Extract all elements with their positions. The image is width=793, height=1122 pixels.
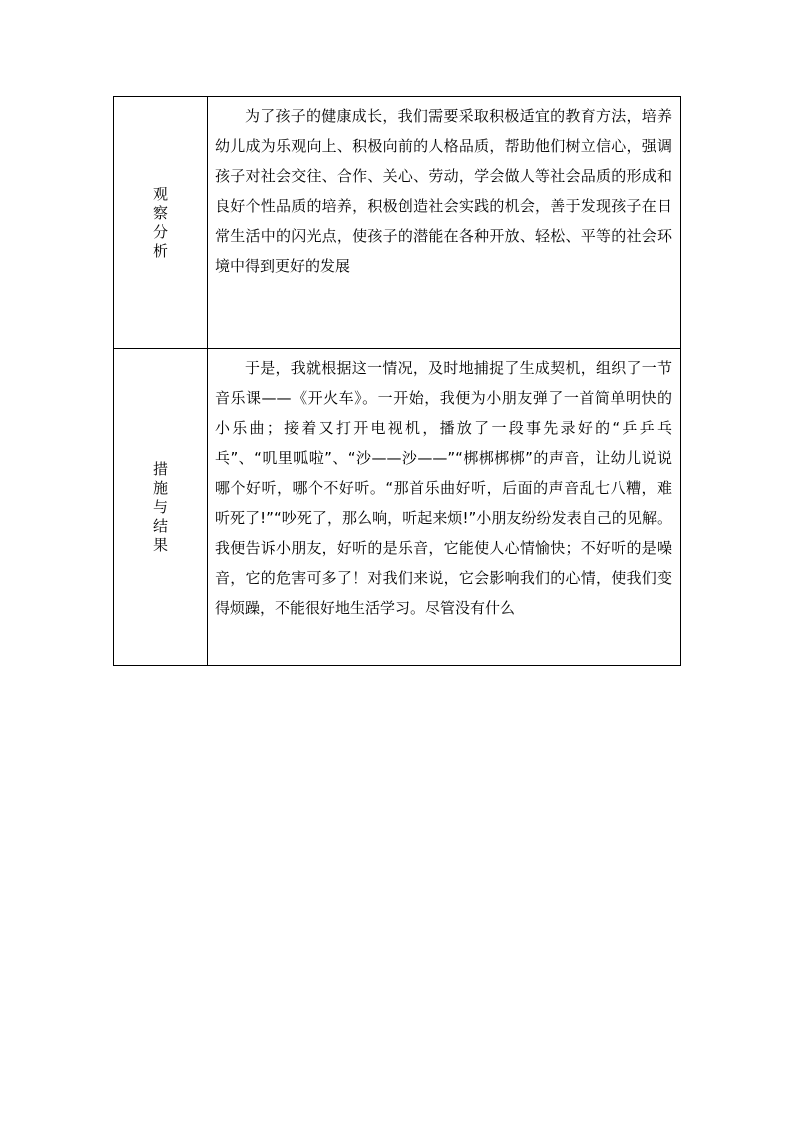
row-content-cell: [208, 97, 681, 349]
record-table: [113, 96, 681, 666]
table-row-observation: [114, 97, 681, 349]
measures-results-text: 于是，我就根据这一情况，及时地捕捉了生成契机，组织了一节音乐课——《开火车》。一开始，我便为小朋友弹了一首简单明快的小乐曲；接着又打开电视机，播放了一段事先录好的“乒乒乓乓”、“叽里呱啦”、“沙——沙——”“梆梆梆梆”的声音，让幼儿说说哪个好听，哪个不好听。“那首乐曲好听，后面的声音乱七八糟，难听死了!”“吵死了，那么响，听起来烦!”小朋友纷纷发表自己的见解。我便告诉小朋友，好听的是乐音，它能使人心情愉快；不好听的是噪音，它的危害可多了！对我们来说，它会影响我们的心情，使我们变得烦躁，不能很好地生活学习。尽管没有什么: [215, 359, 672, 617]
row-label-cell: [114, 349, 208, 666]
observation-analysis-text: 为了孩子的健康成长，我们需要采取积极适宜的教育方法，培养幼儿成为乐观向上、积极向前的人格品质，帮助他们树立信心，强调孩子对社会交往、合作、关心、劳动，学会做人等社会品质的形成和良好个性品质的培养，积极创造社会实践的机会，善于发现孩子在日常生活中的闪光点，使孩子的潜能在各种开放、轻松、平等的社会环境中得到更好的发展: [215, 107, 672, 275]
table-row-measures: [114, 349, 681, 666]
row-label-cell: [114, 97, 208, 349]
row-label-observation: 观察分析: [153, 184, 169, 260]
row-content-cell: [208, 349, 681, 666]
row-label-measures: 措施与结果: [153, 459, 169, 554]
